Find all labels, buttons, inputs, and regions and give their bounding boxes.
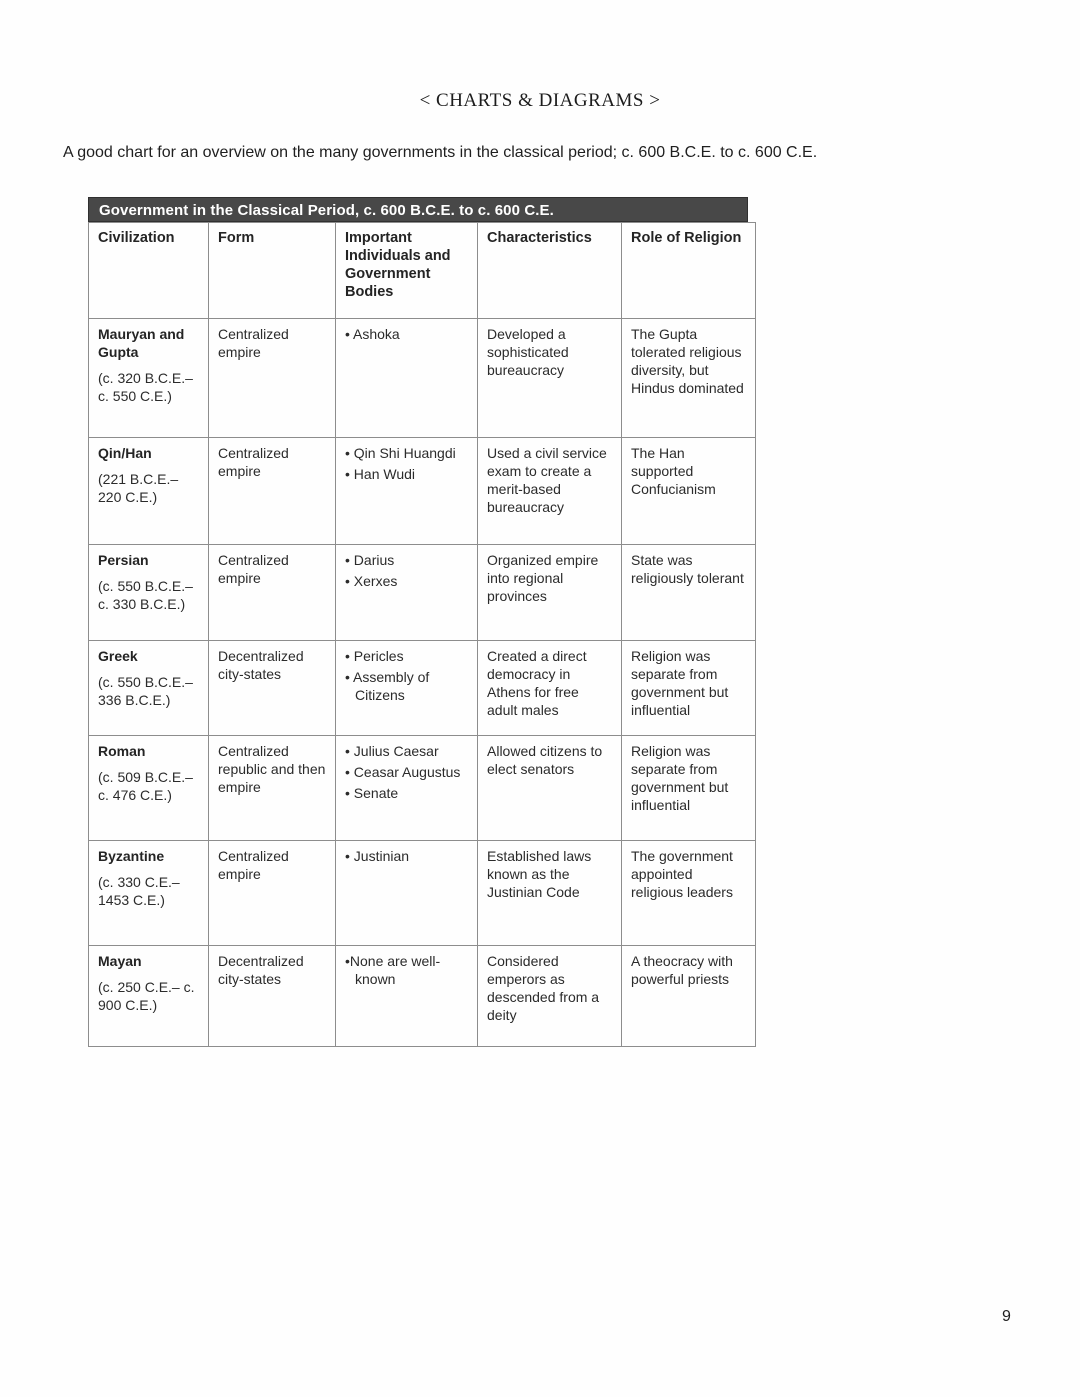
cell-civilization [89,319,209,438]
intro-text: A good chart for an overview on the many governments in the classical period; c. 600 B.C.E. to c. 600 C.E. [63,144,818,161]
civilization-name: Greek [98,648,138,664]
cell-civilization [89,545,209,641]
page-number: 9 [1002,1308,1011,1325]
civilization-name: Byzantine [98,848,165,864]
cell-characteristics: Created a direct democracy in Athens for free adult males [478,641,622,736]
gov-table [88,222,756,1047]
bullet-item: •None are well-known [345,953,441,987]
cell-religion: A theocracy with powerful priests [622,946,756,1047]
col-header-religion: Role of Religion [622,223,756,319]
table-row [89,946,756,1047]
cell-characteristics: Used a civil service exam to create a merit-based bureaucracy [478,438,622,545]
civilization-period: (c. 330 C.E.–1453 C.E.) [98,874,180,908]
cell-civilization [89,736,209,841]
bullet-item: • Pericles [345,648,404,664]
cell-characteristics: Considered emperors as descended from a deity [478,946,622,1047]
cell-characteristics: Organized empire into regional provinces [478,545,622,641]
civilization-name: Mayan [98,953,142,969]
bullet-item: • Ceasar Augustus [345,764,461,780]
bullet-item: • Qin Shi Huangdi [345,445,456,461]
cell-religion: Religion was separate from government but influential [622,736,756,841]
cell-individuals [336,545,478,641]
cell-civilization [89,946,209,1047]
table-row [89,841,756,946]
page-title: < CHARTS & DIAGRAMS > [419,90,661,111]
civilization-period: (c. 550 B.C.E.–336 B.C.E.) [98,674,193,708]
bullet-item: • Julius Caesar [345,743,439,759]
civilization-period: (221 B.C.E.–220 C.E.) [98,471,179,505]
cell-form: Centralized empire [209,319,336,438]
cell-religion: State was religiously tolerant [622,545,756,641]
table-row [89,545,756,641]
cell-individuals [336,438,478,545]
cell-individuals [336,736,478,841]
table-row [89,641,756,736]
bullet-item: • Darius [345,552,395,568]
civilization-name: Qin/Han [98,445,152,461]
cell-religion: The government appointed religious leaders [622,841,756,946]
bullet-item: • Senate [345,785,399,801]
table-row [89,319,756,438]
bullet-item: • Han Wudi [345,466,416,482]
civilization-name: Persian [98,552,149,568]
bullet-item: • Ashoka [345,326,400,342]
civilization-period: (c. 509 B.C.E.– c. 476 C.E.) [98,769,193,803]
cell-characteristics: Allowed citizens to elect senators [478,736,622,841]
cell-form: Decentralized city-states [209,946,336,1047]
cell-individuals [336,319,478,438]
gov-table-area [88,197,755,1047]
cell-characteristics: Established laws known as the Justinian Code [478,841,622,946]
cell-civilization [89,641,209,736]
civilization-name: Roman [98,743,146,759]
cell-religion: The Gupta tolerated religious diversity, but Hindus dominated [622,319,756,438]
cell-religion: The Han supported Confucianism [622,438,756,545]
column-header-row [89,223,756,319]
civilization-name: Mauryan and Gupta [98,326,185,360]
cell-form: Centralized empire [209,438,336,545]
col-header-individuals: Important Individuals and Government Bodies [336,223,478,319]
cell-form: Centralized empire [209,841,336,946]
cell-individuals [336,946,478,1047]
col-header-civilization: Civilization [89,223,209,319]
cell-religion: Religion was separate from government but influential [622,641,756,736]
bullet-item: • Justinian [345,848,410,864]
cell-civilization [89,438,209,545]
civilization-period: (c. 320 B.C.E.– c. 550 C.E.) [98,370,193,404]
cell-form: Centralized empire [209,545,336,641]
col-header-characteristics: Characteristics [478,223,622,319]
table-title-bar: Government in the Classical Period, c. 600 B.C.E. to c. 600 C.E. [88,197,748,222]
cell-form: Centralized republic and then empire [209,736,336,841]
bullet-item: • Xerxes [345,573,398,589]
table-row [89,736,756,841]
cell-form: Decentralized city-states [209,641,336,736]
col-header-form: Form [209,223,336,319]
civilization-period: (c. 550 B.C.E.– c. 330 B.C.E.) [98,578,193,612]
cell-individuals [336,841,478,946]
cell-characteristics: Developed a sophisticated bureaucracy [478,319,622,438]
bullet-item: • Assembly of Citizens [345,669,430,703]
civilization-period: (c. 250 C.E.– c. 900 C.E.) [98,979,195,1013]
cell-civilization [89,841,209,946]
table-row [89,438,756,545]
cell-individuals [336,641,478,736]
